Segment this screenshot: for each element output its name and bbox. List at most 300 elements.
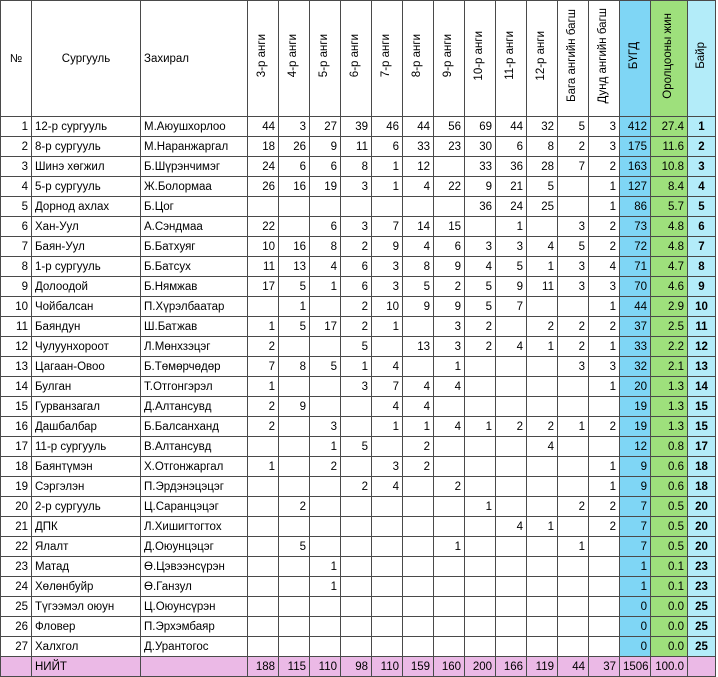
header-grade-3: 3-р анги	[248, 1, 279, 117]
row-grade-6	[341, 457, 372, 477]
row-grade-5	[310, 517, 341, 537]
row-total: 19	[620, 417, 651, 437]
row-grade-12: 4	[527, 237, 558, 257]
row-share: 0.0	[651, 597, 688, 617]
row-grade-11	[496, 577, 527, 597]
row-grade-6: 8	[341, 157, 372, 177]
row-total: 175	[620, 137, 651, 157]
row-no: 24	[1, 577, 32, 597]
row-school: Сэргэлэн	[32, 477, 141, 497]
row-grade-3: 24	[248, 157, 279, 177]
row-rank: 11	[688, 317, 716, 337]
header-no: №	[1, 1, 32, 117]
row-primary-teacher	[558, 557, 589, 577]
row-secondary-teacher: 4	[589, 257, 620, 277]
row-grade-11	[496, 557, 527, 577]
row-secondary-teacher: 3	[589, 117, 620, 137]
row-school: 12-р сургууль	[32, 117, 141, 137]
row-total: 9	[620, 457, 651, 477]
table-row	[1, 597, 716, 617]
row-grade-12: 32	[527, 117, 558, 137]
table-row	[1, 237, 716, 257]
table-row	[1, 557, 716, 577]
row-grade-10	[465, 397, 496, 417]
row-grade-3: 10	[248, 237, 279, 257]
row-grade-3: 11	[248, 257, 279, 277]
row-total: 73	[620, 217, 651, 237]
row-grade-7: 1	[372, 157, 403, 177]
row-grade-5: 1	[310, 437, 341, 457]
row-grade-3: 2	[248, 397, 279, 417]
header-grade-11: 11-р анги	[496, 1, 527, 117]
row-rank: 6	[688, 217, 716, 237]
row-grade-9: 22	[434, 177, 465, 197]
row-school: Баянтүмэн	[32, 457, 141, 477]
totals-grade-9: 160	[434, 657, 465, 677]
row-rank: 7	[688, 237, 716, 257]
row-secondary-teacher: 2	[589, 497, 620, 517]
row-no: 3	[1, 157, 32, 177]
table-row	[1, 457, 716, 477]
row-grade-6	[341, 617, 372, 637]
row-principal: Б.Нямжав	[141, 277, 248, 297]
row-grade-9: 4	[434, 377, 465, 397]
totals-grade-4: 115	[279, 657, 310, 677]
row-principal: Д.Урантогос	[141, 637, 248, 657]
row-rank: 9	[688, 277, 716, 297]
row-grade-10: 4	[465, 257, 496, 277]
row-grade-12	[527, 397, 558, 417]
table-body	[1, 117, 716, 657]
row-share: 0.5	[651, 497, 688, 517]
row-grade-10	[465, 357, 496, 377]
row-grade-12: 1	[527, 257, 558, 277]
row-grade-9: 2	[434, 277, 465, 297]
row-grade-8: 4	[403, 377, 434, 397]
row-grade-4: 5	[279, 277, 310, 297]
row-no: 6	[1, 217, 32, 237]
row-grade-8	[403, 357, 434, 377]
row-grade-6	[341, 417, 372, 437]
row-grade-6	[341, 577, 372, 597]
row-share: 4.8	[651, 237, 688, 257]
row-primary-teacher: 2	[558, 337, 589, 357]
row-share: 0.8	[651, 437, 688, 457]
row-share: 1.3	[651, 417, 688, 437]
row-no: 2	[1, 137, 32, 157]
row-total: 44	[620, 297, 651, 317]
row-secondary-teacher: 1	[589, 197, 620, 217]
row-grade-6: 5	[341, 337, 372, 357]
table-row	[1, 517, 716, 537]
row-grade-10: 36	[465, 197, 496, 217]
row-rank: 18	[688, 457, 716, 477]
row-grade-7	[372, 197, 403, 217]
row-share: 4.8	[651, 217, 688, 237]
row-grade-4	[279, 617, 310, 637]
header-grade-9: 9-р анги	[434, 1, 465, 117]
table-row	[1, 157, 716, 177]
row-grade-7	[372, 497, 403, 517]
row-grade-6: 2	[341, 477, 372, 497]
row-principal: П.Эрдэнэцэцэг	[141, 477, 248, 497]
row-grade-9: 3	[434, 337, 465, 357]
row-grade-8	[403, 197, 434, 217]
table-row	[1, 617, 716, 637]
row-grade-4: 26	[279, 137, 310, 157]
row-grade-7	[372, 577, 403, 597]
row-grade-6: 1	[341, 357, 372, 377]
row-no: 11	[1, 317, 32, 337]
row-grade-4: 6	[279, 157, 310, 177]
row-total: 1	[620, 557, 651, 577]
row-grade-12: 11	[527, 277, 558, 297]
row-grade-11: 4	[496, 517, 527, 537]
row-grade-7	[372, 617, 403, 637]
row-primary-teacher	[558, 617, 589, 637]
row-total: 72	[620, 237, 651, 257]
header-row	[1, 1, 716, 117]
row-grade-5	[310, 337, 341, 357]
row-school: Хөлөнбуйр	[32, 577, 141, 597]
row-grade-3: 17	[248, 277, 279, 297]
row-principal: Х.Отгонжаргал	[141, 457, 248, 477]
row-grade-10: 3	[465, 237, 496, 257]
row-grade-11	[496, 497, 527, 517]
row-grade-10	[465, 617, 496, 637]
row-grade-10: 1	[465, 497, 496, 517]
row-grade-12	[527, 557, 558, 577]
row-share: 5.7	[651, 197, 688, 217]
row-grade-9: 2	[434, 477, 465, 497]
row-total: 86	[620, 197, 651, 217]
header-grade-12: 12-р анги	[527, 1, 558, 117]
row-total: 33	[620, 337, 651, 357]
row-grade-9: 4	[434, 417, 465, 437]
totals-rank	[688, 657, 716, 677]
row-grade-5: 19	[310, 177, 341, 197]
row-primary-teacher: 2	[558, 497, 589, 517]
row-grade-9	[434, 437, 465, 457]
row-secondary-teacher: 2	[589, 217, 620, 237]
row-grade-11: 3	[496, 237, 527, 257]
row-school: 2-р сургууль	[32, 497, 141, 517]
row-grade-11	[496, 457, 527, 477]
row-total: 127	[620, 177, 651, 197]
row-grade-5: 5	[310, 357, 341, 377]
totals-no	[1, 657, 32, 677]
header-grade-6: 6-р анги	[341, 1, 372, 117]
row-grade-8: 5	[403, 277, 434, 297]
table-row	[1, 137, 716, 157]
row-principal: М.Наранжаргал	[141, 137, 248, 157]
row-rank: 4	[688, 177, 716, 197]
row-secondary-teacher	[589, 557, 620, 577]
totals-grade-6: 98	[341, 657, 372, 677]
row-grade-12: 1	[527, 517, 558, 537]
table-row	[1, 177, 716, 197]
row-grade-3	[248, 497, 279, 517]
table-row	[1, 497, 716, 517]
row-no: 26	[1, 617, 32, 637]
row-school: Чойбалсан	[32, 297, 141, 317]
row-secondary-teacher: 2	[589, 157, 620, 177]
row-grade-4: 5	[279, 537, 310, 557]
row-grade-4: 3	[279, 117, 310, 137]
row-primary-teacher	[558, 297, 589, 317]
row-school: 5-р сургууль	[32, 177, 141, 197]
row-no: 23	[1, 557, 32, 577]
row-grade-3	[248, 577, 279, 597]
row-no: 13	[1, 357, 32, 377]
row-total: 71	[620, 257, 651, 277]
row-grade-8: 4	[403, 397, 434, 417]
row-principal: Ж.Болормаа	[141, 177, 248, 197]
row-grade-4	[279, 557, 310, 577]
row-grade-7	[372, 537, 403, 557]
row-grade-4: 16	[279, 237, 310, 257]
row-total: 7	[620, 497, 651, 517]
header-grade-5: 5-р анги	[310, 1, 341, 117]
row-grade-12: 2	[527, 417, 558, 437]
row-grade-3: 2	[248, 417, 279, 437]
row-principal: Б.Батсух	[141, 257, 248, 277]
row-primary-teacher: 5	[558, 237, 589, 257]
row-primary-teacher	[558, 177, 589, 197]
row-no: 7	[1, 237, 32, 257]
row-no: 20	[1, 497, 32, 517]
row-rank: 12	[688, 337, 716, 357]
row-grade-5: 6	[310, 157, 341, 177]
row-share: 1.3	[651, 397, 688, 417]
row-principal: Л.Мөнхзэцэг	[141, 337, 248, 357]
row-school: Булган	[32, 377, 141, 397]
row-rank: 17	[688, 437, 716, 457]
row-school: Хан-Уул	[32, 217, 141, 237]
row-grade-11: 5	[496, 257, 527, 277]
header-grade-4: 4-р анги	[279, 1, 310, 117]
table-row	[1, 537, 716, 557]
row-grade-10: 33	[465, 157, 496, 177]
table-row	[1, 297, 716, 317]
row-grade-3: 1	[248, 317, 279, 337]
row-school: Ялалт	[32, 537, 141, 557]
row-school: 11-р сургууль	[32, 437, 141, 457]
row-grade-8: 33	[403, 137, 434, 157]
table-row	[1, 397, 716, 417]
row-grade-4: 8	[279, 357, 310, 377]
row-grade-4	[279, 197, 310, 217]
row-grade-7	[372, 597, 403, 617]
row-grade-7: 46	[372, 117, 403, 137]
row-grade-5	[310, 397, 341, 417]
row-grade-9: 1	[434, 357, 465, 377]
table-row	[1, 477, 716, 497]
row-grade-9	[434, 397, 465, 417]
row-grade-12	[527, 297, 558, 317]
row-grade-8: 9	[403, 297, 434, 317]
row-grade-9: 9	[434, 297, 465, 317]
row-grade-11: 4	[496, 337, 527, 357]
row-grade-7: 4	[372, 357, 403, 377]
row-grade-3: 44	[248, 117, 279, 137]
row-school: Чулуунхороот	[32, 337, 141, 357]
row-share: 2.5	[651, 317, 688, 337]
row-grade-9: 9	[434, 257, 465, 277]
row-grade-5: 1	[310, 277, 341, 297]
table-row	[1, 377, 716, 397]
header-share: Оролцооны жин	[651, 1, 688, 117]
table-row	[1, 337, 716, 357]
row-rank: 25	[688, 597, 716, 617]
row-no: 21	[1, 517, 32, 537]
totals-total: 1506	[620, 657, 651, 677]
row-no: 25	[1, 597, 32, 617]
row-grade-4: 16	[279, 177, 310, 197]
row-grade-7: 9	[372, 237, 403, 257]
row-no: 18	[1, 457, 32, 477]
row-grade-12	[527, 217, 558, 237]
row-total: 19	[620, 397, 651, 417]
row-secondary-teacher: 1	[589, 457, 620, 477]
row-share: 4.7	[651, 257, 688, 277]
row-grade-11	[496, 357, 527, 377]
row-grade-3	[248, 617, 279, 637]
row-grade-7: 6	[372, 137, 403, 157]
row-grade-8	[403, 557, 434, 577]
row-share: 0.5	[651, 517, 688, 537]
row-grade-12	[527, 617, 558, 637]
row-grade-8: 12	[403, 157, 434, 177]
row-grade-10: 5	[465, 297, 496, 317]
row-principal: Б.Төмөрчөдөр	[141, 357, 248, 377]
row-secondary-teacher: 2	[589, 237, 620, 257]
row-grade-5: 1	[310, 577, 341, 597]
row-grade-10	[465, 577, 496, 597]
row-grade-11: 21	[496, 177, 527, 197]
row-grade-3	[248, 477, 279, 497]
row-grade-8	[403, 617, 434, 637]
row-grade-11	[496, 397, 527, 417]
table-row	[1, 437, 716, 457]
row-grade-12: 1	[527, 337, 558, 357]
row-primary-teacher: 1	[558, 417, 589, 437]
row-principal: Т.Отгонгэрэл	[141, 377, 248, 397]
table-row	[1, 197, 716, 217]
row-rank: 23	[688, 557, 716, 577]
row-grade-8	[403, 597, 434, 617]
row-no: 1	[1, 117, 32, 137]
row-principal: Б.Балсанханд	[141, 417, 248, 437]
row-principal: Ц.Оюунсүрэн	[141, 597, 248, 617]
row-grade-5: 6	[310, 217, 341, 237]
row-grade-11	[496, 437, 527, 457]
row-share: 8.4	[651, 177, 688, 197]
table-row	[1, 217, 716, 237]
row-primary-teacher: 2	[558, 317, 589, 337]
row-grade-7: 3	[372, 277, 403, 297]
row-grade-7: 3	[372, 257, 403, 277]
row-secondary-teacher: 3	[589, 277, 620, 297]
row-school: Гурванзагал	[32, 397, 141, 417]
row-no: 19	[1, 477, 32, 497]
row-total: 412	[620, 117, 651, 137]
row-share: 0.5	[651, 537, 688, 557]
row-grade-8: 44	[403, 117, 434, 137]
row-secondary-teacher	[589, 577, 620, 597]
totals-label: НИЙТ	[32, 657, 141, 677]
row-total: 12	[620, 437, 651, 457]
row-rank: 3	[688, 157, 716, 177]
row-rank: 14	[688, 377, 716, 397]
row-total: 70	[620, 277, 651, 297]
row-grade-11	[496, 317, 527, 337]
row-grade-3: 18	[248, 137, 279, 157]
row-grade-4	[279, 337, 310, 357]
table-row	[1, 257, 716, 277]
row-grade-6: 6	[341, 257, 372, 277]
row-grade-5	[310, 297, 341, 317]
row-primary-teacher	[558, 197, 589, 217]
row-secondary-teacher	[589, 537, 620, 557]
row-grade-6: 2	[341, 237, 372, 257]
row-principal: Л.Хишигтогтох	[141, 517, 248, 537]
row-grade-8: 14	[403, 217, 434, 237]
row-grade-11: 24	[496, 197, 527, 217]
row-no: 17	[1, 437, 32, 457]
row-grade-6	[341, 557, 372, 577]
row-principal: Ө.Цэвээнсүрэн	[141, 557, 248, 577]
row-school: Дорнод ахлах	[32, 197, 141, 217]
totals-grade-5: 110	[310, 657, 341, 677]
row-grade-7: 3	[372, 457, 403, 477]
row-principal: П.Хүрэлбаатар	[141, 297, 248, 317]
row-grade-6: 3	[341, 177, 372, 197]
row-primary-teacher: 5	[558, 117, 589, 137]
row-grade-5	[310, 197, 341, 217]
row-primary-teacher: 7	[558, 157, 589, 177]
row-grade-4	[279, 217, 310, 237]
row-grade-3	[248, 597, 279, 617]
row-total: 20	[620, 377, 651, 397]
row-primary-teacher: 2	[558, 137, 589, 157]
row-share: 27.4	[651, 117, 688, 137]
row-principal: Б.Цог	[141, 197, 248, 217]
row-secondary-teacher	[589, 617, 620, 637]
row-grade-11: 36	[496, 157, 527, 177]
row-rank: 1	[688, 117, 716, 137]
row-grade-10: 1	[465, 417, 496, 437]
row-grade-10	[465, 437, 496, 457]
row-grade-8	[403, 497, 434, 517]
row-grade-6	[341, 397, 372, 417]
row-grade-6	[341, 497, 372, 517]
row-principal: Ө.Ганзул	[141, 577, 248, 597]
row-grade-5	[310, 617, 341, 637]
row-grade-9: 56	[434, 117, 465, 137]
row-grade-6	[341, 517, 372, 537]
row-total: 32	[620, 357, 651, 377]
row-primary-teacher	[558, 517, 589, 537]
row-school: 1-р сургууль	[32, 257, 141, 277]
header-grade-7: 7-р анги	[372, 1, 403, 117]
row-rank: 20	[688, 497, 716, 517]
row-secondary-teacher: 3	[589, 357, 620, 377]
row-grade-11: 9	[496, 277, 527, 297]
row-grade-4	[279, 517, 310, 537]
row-grade-11: 44	[496, 117, 527, 137]
row-secondary-teacher: 1	[589, 477, 620, 497]
